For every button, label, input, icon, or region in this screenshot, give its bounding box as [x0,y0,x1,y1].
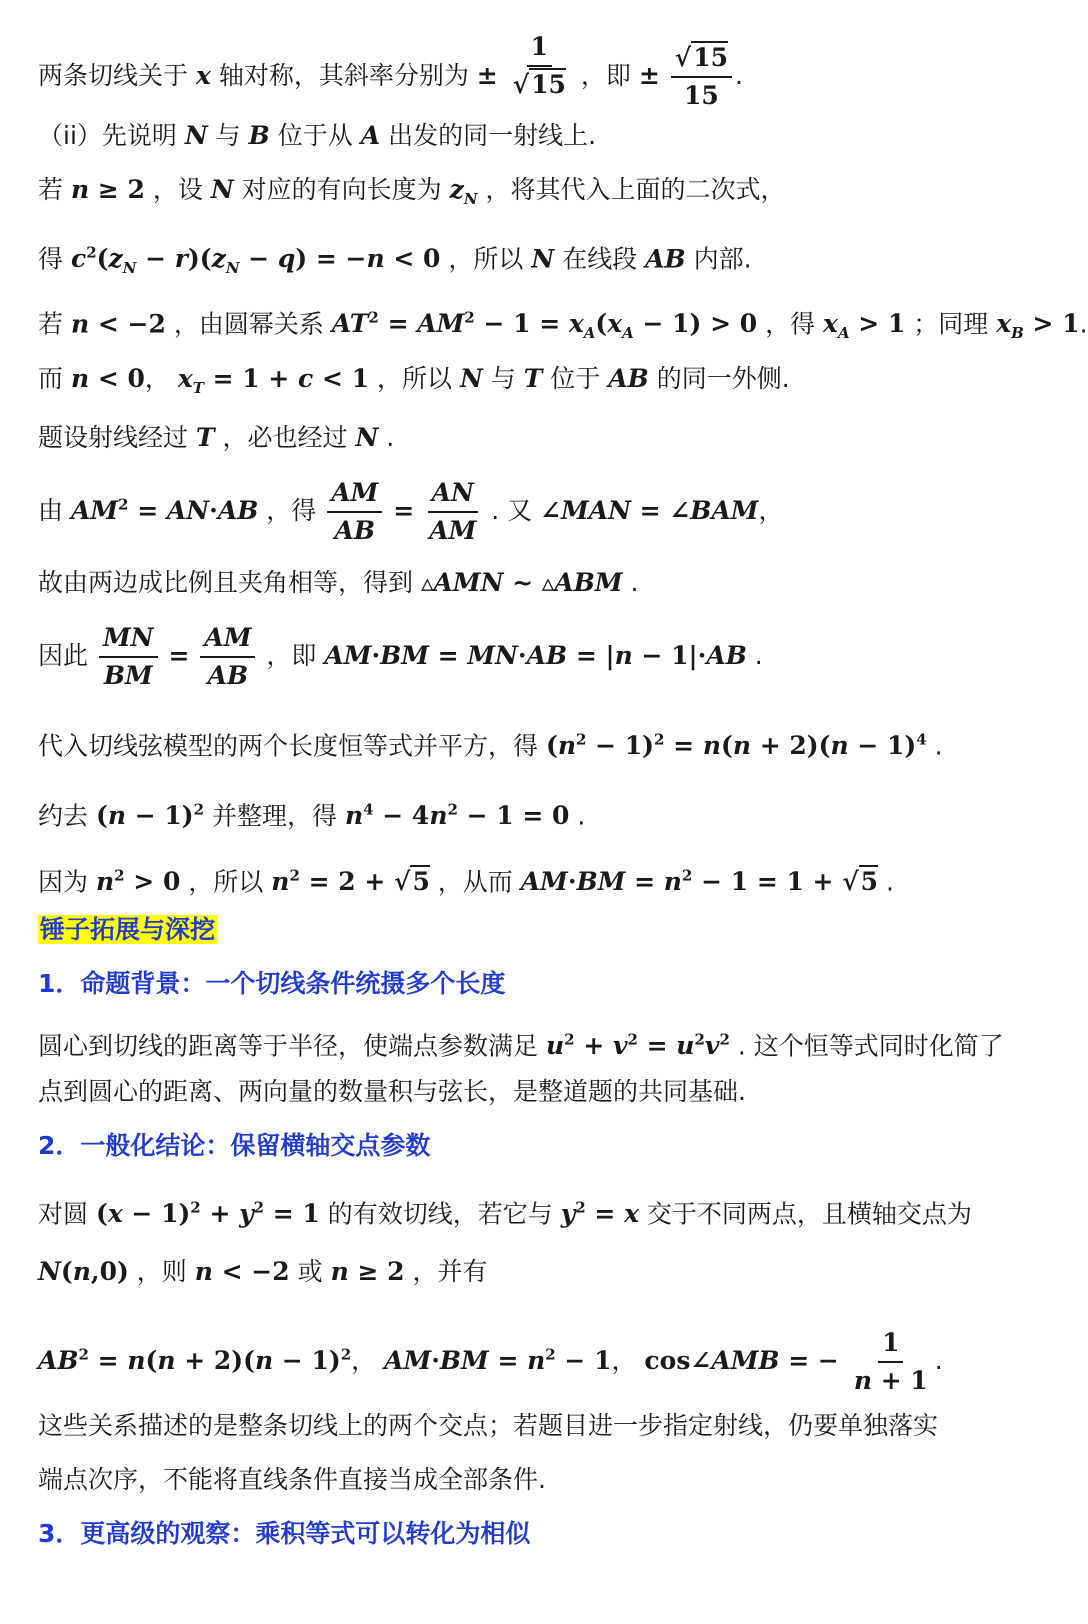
line-5: 若 n < −2 ，由圆幂关系 $AT^2 = AM^2 - 1 = x_A(x_A - 1) > 0$ ，得 $x_A > 1$ ；同理 $x_B > 1$. [38,309,1088,343]
line-10: 因此 $\frac{MN}{BM}$ = $\frac{AM}{AB}$ ，即 AM·BM = MN·AB = |n − 1|·AB . [38,620,1060,694]
paragraph-1-line-1: 圆心到切线的距离等于半径，使端点参数满足 $u^2 + v^2 = u^2v^2$ . 这个恒等式同时化简了 [38,1031,1004,1061]
fraction-slope-rationalized: $\frac{√15}{15}$ [671,40,732,114]
fraction-cos: $\frac{1}{n + 1}$ [850,1325,932,1399]
line-1: 两条切线关于 x 轴对称，其斜率分别为 ± $\frac{1}{√15}$ ，即 ± $\frac{√15}{15}$ . [38,40,1060,114]
line-11: 代入切线弦模型的两个长度恒等式并平方，得 $(n^2 - 1)^2 = n(n + 2)(n - 1)^4$ . [38,731,943,761]
paragraph-2-line-2: N(n,0) ，则 n < −2 或 n ≥ 2 ，并有 [38,1257,488,1286]
line-6: 而 n < 0， $x_T = 1 + c < 1$ ，所以 N 与 T 位于 AB 的同一外侧. [38,364,790,397]
section-heading-highlight [38,912,1060,948]
line-8: 由 $AM^2 = AN\cdot AB$ ，得 $\frac{AM}{AB}$ = $\frac{AN}{AM}$ . 又 ∠MAN = ∠BAM， [38,475,1060,549]
line-4: 得 $c^2(z_N - r)(z_N - q) = -n < 0$ ，所以 N 在线段 AB 内部. [38,244,752,278]
line-13: 因为 $n^2 > 0$ ，所以 $n^2 = 2 + √5$ ，从而 $AM\cdot BM = n^2 - 1 = 1 + √5$ . [38,867,894,897]
paragraph-3-line-1: 这些关系描述的是整条切线上的两个交点；若题目进一步指定射线，仍要单独落实 [38,1411,939,1440]
line-12: 约去 $(n - 1)^2$ 并整理，得 $n^4 - 4n^2 - 1 = 0$ . [38,801,586,831]
line-7: 题设射线经过 T ，必也经过 N . [38,423,395,452]
heading-1: 1．命题背景：一个切线条件统摄多个长度 [38,969,506,998]
fraction-mn-bm: $\frac{MN}{BM}$ [99,620,158,694]
line-9: 故由两边成比例且夹角相等，得到 ▵AMN ~ ▵ABM . [38,568,639,597]
fraction-an-am: $\frac{AN}{AM}$ [425,475,480,549]
highlighted-title: 锤子拓展与深挖 [40,915,216,944]
fraction-am-ab: $\frac{AM}{AB}$ [327,475,382,549]
paragraph-1-line-2: 点到圆心的距离、两向量的数量积与弦长，是整道题的共同基础. [38,1077,746,1106]
paragraph-2-line-1: 对圆 $(x - 1)^2 + y^2 = 1$ 的有效切线，若它与 $y^2 = x$ 交于不同两点，且横轴交点为 [38,1199,972,1229]
general-formulas: $AB^2 = n(n + 2)(n - 1)^2$， $AM\cdot BM = n^2 - 1$， cos∠AMB = − $\frac{1}{n + 1}$ . [38,1325,1060,1399]
fraction-slope: $\frac{1}{√15}$ [509,29,570,103]
line-2: （ii）先说明 N 与 B 位于从 A 出发的同一射线上. [38,121,597,150]
fraction-am-ab-2: $\frac{AM}{AB}$ [200,620,255,694]
line-3: 若 n ≥ 2 ，设 N 对应的有向长度为 $z_N$ ，将其代入上面的二次式， [38,175,786,208]
paragraph-3-line-2: 端点次序，不能将直线条件直接当成全部条件. [38,1465,546,1494]
heading-3: 3．更高级的观察：乘积等式可以转化为相似 [38,1519,531,1548]
heading-2: 2．一般化结论：保留横轴交点参数 [38,1131,431,1160]
